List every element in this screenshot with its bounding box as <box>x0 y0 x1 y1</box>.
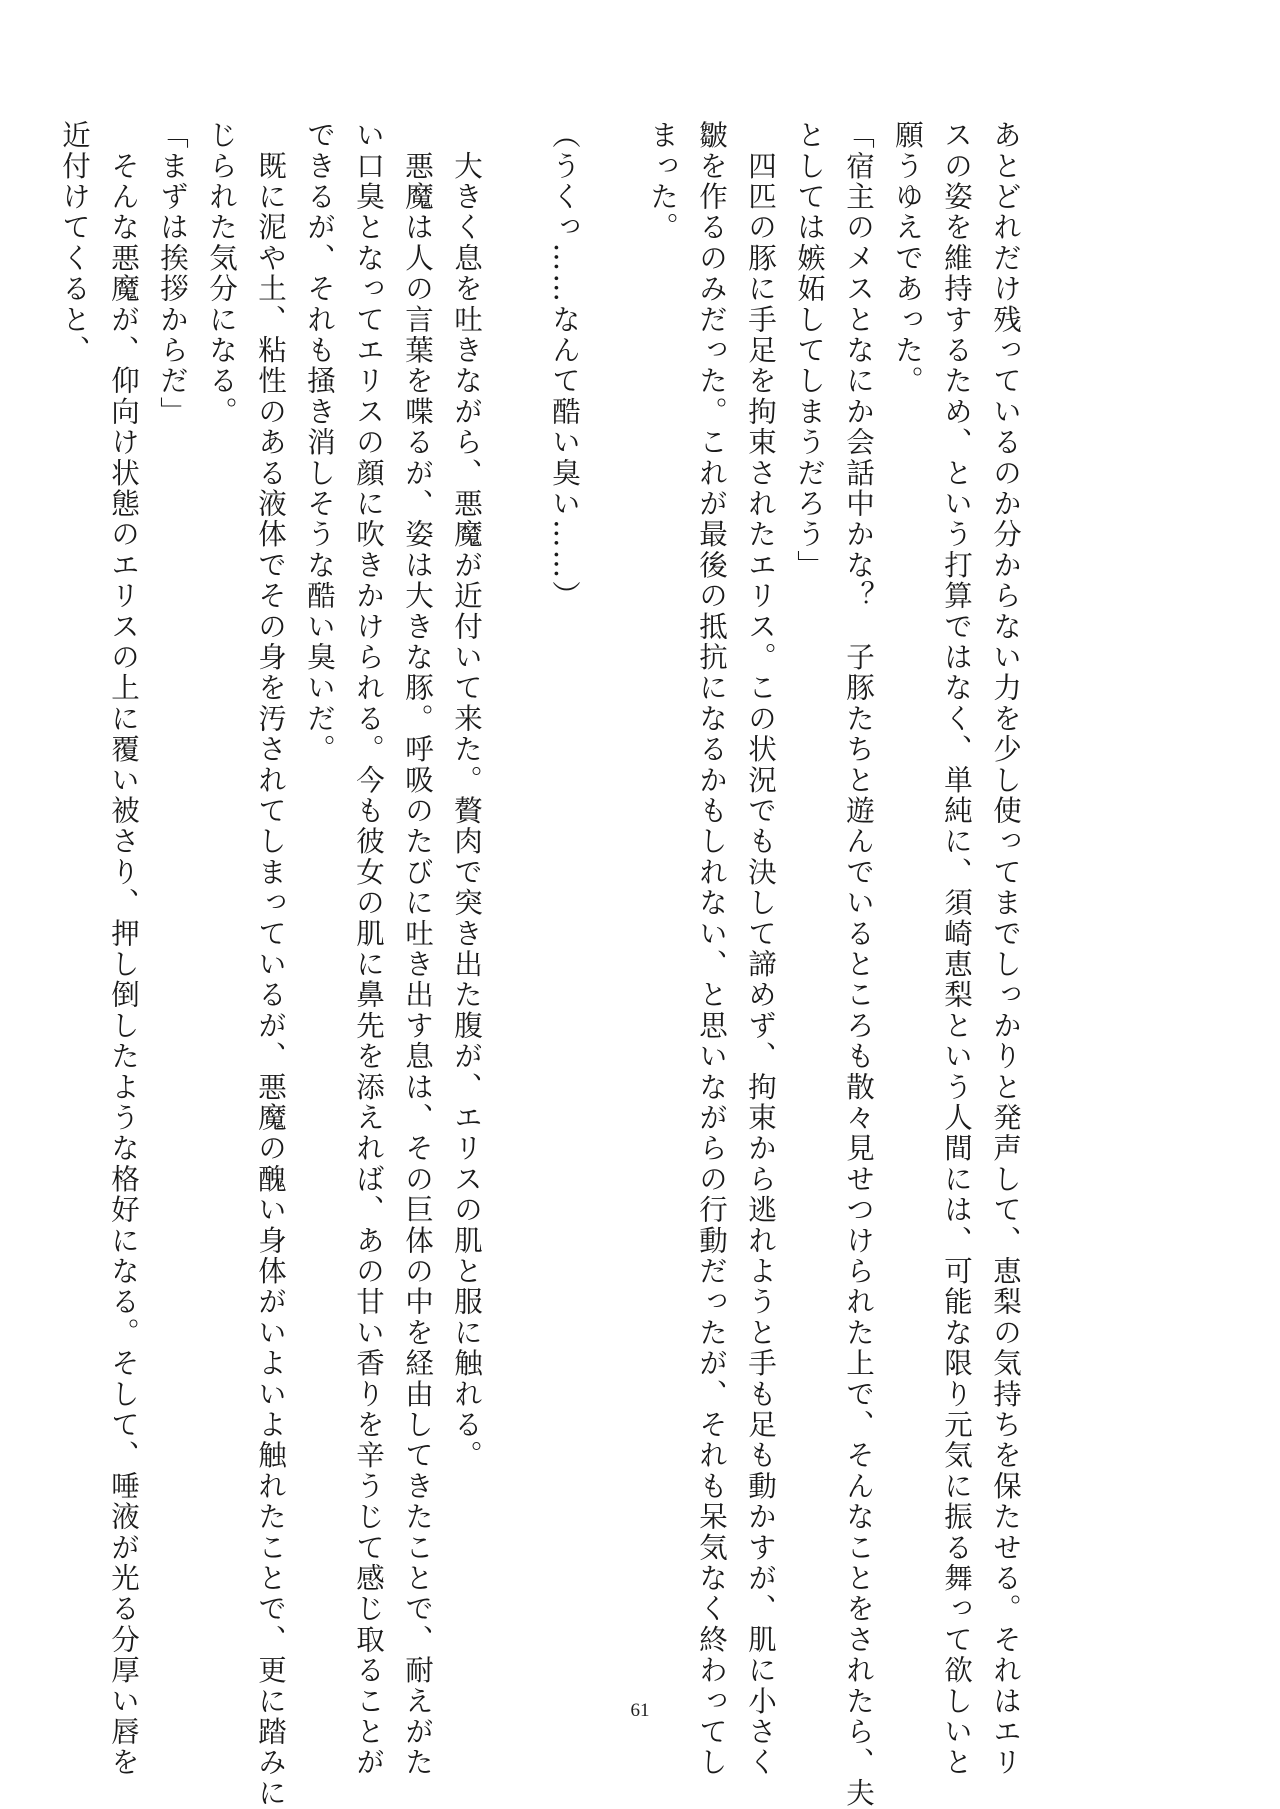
text-line: あとどれだけ残っているのか分からない力を少し使ってまでしっかりと発声して、恵梨の気持ちを保たせる。それはエリ <box>989 120 1022 1778</box>
text-line: 「宿主のメスとなにか会話中かな？ 子豚たちと遊んでいるところも散々見せつけられた上で、そんなことをされたら、夫 <box>842 120 875 1809</box>
text-line: 皺を作るのみだった。これが最後の抵抗になるかもしれない、と思いながらの行動だったが、それも呆気なく終わってし <box>695 120 728 1778</box>
text-line: 大きく息を吐きながら、悪魔が近付いて来た。贅肉で突き出た腹が、エリスの肌と服に触れる。 <box>450 120 483 1471</box>
text-line: じられた気分になる。 <box>205 120 238 427</box>
page-number: 61 <box>630 1700 650 1721</box>
text-line: そんな悪魔が、仰向け状態のエリスの上に覆い被さり、押し倒したような格好になる。そして、唾液が光る分厚い唇を <box>107 120 140 1778</box>
text-line: できるが、それも掻き消しそうな酷い臭いだ。 <box>303 120 336 765</box>
text-line: 悪魔は人の言葉を喋るが、姿は大きな豚。呼吸のたびに吐き出す息は、その巨体の中を経由してきたことで、耐えがた <box>401 120 434 1778</box>
text-line: 願うゆえであった。 <box>891 120 924 397</box>
text-line: 四匹の豚に手足を拘束されたエリス。この状況でも決して諦めず、拘束から逃れようと手も足も動かすが、肌に小さく <box>744 120 777 1778</box>
blank-line <box>589 120 638 1460</box>
text-line: （うくっ……なんて酷い臭い……） <box>548 120 581 612</box>
text-line: 「まずは挨拶からだ」 <box>156 120 189 427</box>
blank-line <box>491 120 540 1460</box>
text-line: まった。 <box>646 120 679 243</box>
text-line: 既に泥や土、粘性のある液体でその身を汚されてしまっているが、悪魔の醜い身体がいよいよ触れたことで、更に踏みに <box>254 120 287 1809</box>
text-line: としては嫉妬してしまうだろう」 <box>793 120 826 581</box>
text-line: い口臭となってエリスの顔に吹きかけられる。今も彼女の肌に鼻先を添えれば、あの甘い香りを辛うじて感じ取ることが <box>352 120 385 1778</box>
text-line: 近付けてくると、 <box>58 120 91 366</box>
text-line: スの姿を維持するため、という打算ではなく、単純に、須崎恵梨という人間には、可能な限り元気に振る舞って欲しいと <box>940 120 973 1778</box>
